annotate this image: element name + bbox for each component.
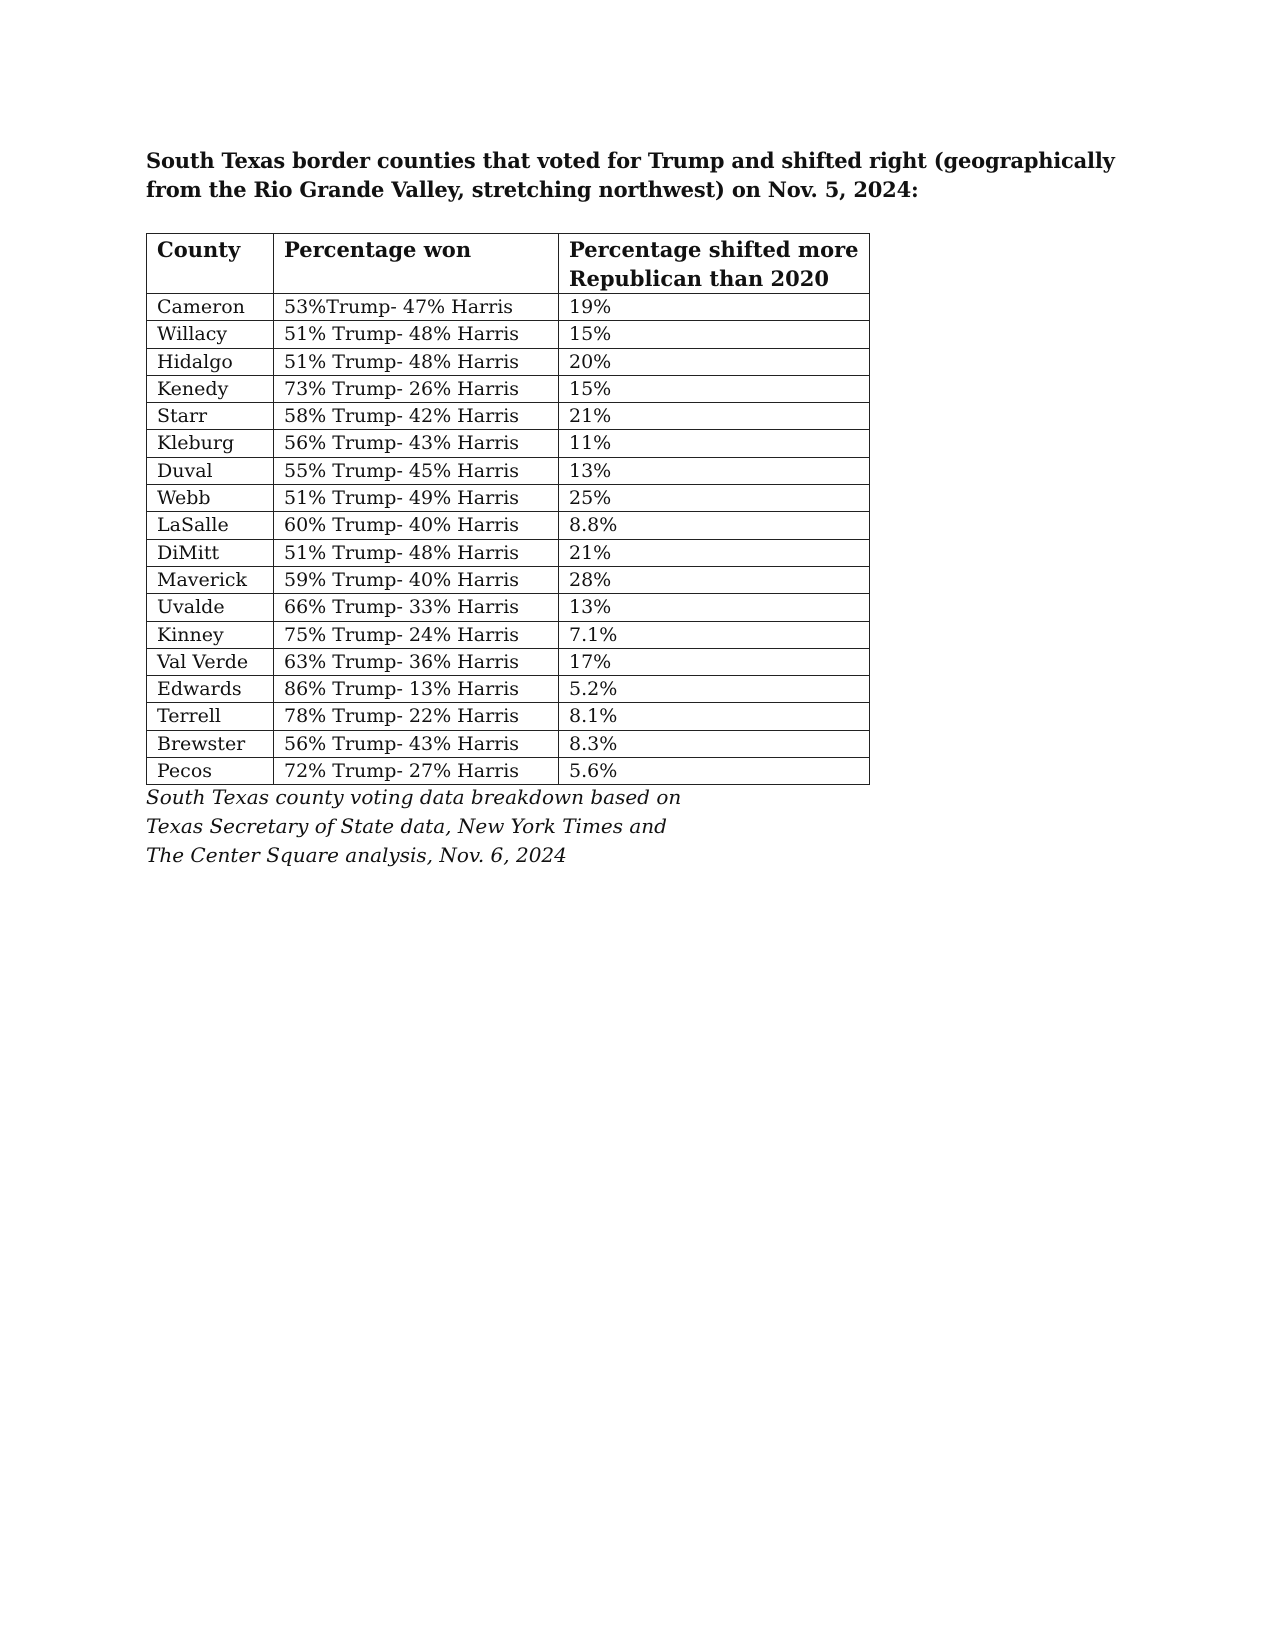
county-cell: Terrell: [147, 703, 274, 730]
county-cell: Uvalde: [147, 594, 274, 621]
won-cell: 51% Trump- 49% Harris: [274, 485, 559, 512]
shift-cell: 13%: [559, 457, 870, 484]
table-row: [147, 512, 870, 539]
table-row: [147, 375, 870, 402]
won-cell: 66% Trump- 33% Harris: [274, 594, 559, 621]
county-cell: DiMitt: [147, 539, 274, 566]
county-cell: Pecos: [147, 758, 274, 785]
header-percentage-won: Percentage won: [274, 234, 559, 294]
won-cell: 86% Trump- 13% Harris: [274, 676, 559, 703]
county-cell: Val Verde: [147, 648, 274, 675]
won-cell: 73% Trump- 26% Harris: [274, 375, 559, 402]
table-row: [147, 648, 870, 675]
shift-cell: 5.2%: [559, 676, 870, 703]
table-row: [147, 457, 870, 484]
shift-cell: 7.1%: [559, 621, 870, 648]
won-cell: 59% Trump- 40% Harris: [274, 566, 559, 593]
won-cell: 53%Trump- 47% Harris: [274, 294, 559, 321]
county-cell: Hidalgo: [147, 348, 274, 375]
county-cell: Brewster: [147, 730, 274, 757]
document-heading: [146, 146, 1115, 204]
shift-cell: 21%: [559, 403, 870, 430]
shift-cell: 28%: [559, 566, 870, 593]
won-cell: 55% Trump- 45% Harris: [274, 457, 559, 484]
won-cell: 58% Trump- 42% Harris: [274, 403, 559, 430]
table-row: [147, 758, 870, 785]
won-cell: 78% Trump- 22% Harris: [274, 703, 559, 730]
header-shift-line-1: Percentage shifted more: [569, 237, 859, 262]
county-cell: Duval: [147, 457, 274, 484]
table-row: [147, 403, 870, 430]
caption-line-2: Texas Secretary of State data, New York Times and: [146, 814, 667, 838]
caption-line-1: South Texas county voting data breakdown based on: [146, 785, 682, 809]
won-cell: 56% Trump- 43% Harris: [274, 730, 559, 757]
table-row: [147, 348, 870, 375]
shift-cell: 20%: [559, 348, 870, 375]
county-cell: LaSalle: [147, 512, 274, 539]
county-cell: Kleburg: [147, 430, 274, 457]
shift-cell: 17%: [559, 648, 870, 675]
shift-cell: 8.3%: [559, 730, 870, 757]
county-cell: Willacy: [147, 321, 274, 348]
shift-cell: 19%: [559, 294, 870, 321]
won-cell: 51% Trump- 48% Harris: [274, 348, 559, 375]
county-cell: Maverick: [147, 566, 274, 593]
won-cell: 56% Trump- 43% Harris: [274, 430, 559, 457]
table-row: [147, 294, 870, 321]
heading-line-2: from the Rio Grande Valley, stretching northwest) on Nov. 5, 2024:: [146, 177, 919, 202]
shift-cell: 5.6%: [559, 758, 870, 785]
table-row: [147, 703, 870, 730]
table-row: [147, 594, 870, 621]
table-row: [147, 539, 870, 566]
won-cell: 51% Trump- 48% Harris: [274, 539, 559, 566]
table-header-row: [147, 234, 870, 294]
source-caption: [146, 783, 681, 870]
table-body: [147, 294, 870, 785]
shift-cell: 15%: [559, 375, 870, 402]
header-county: County: [147, 234, 274, 294]
won-cell: 60% Trump- 40% Harris: [274, 512, 559, 539]
county-cell: Kenedy: [147, 375, 274, 402]
table-row: [147, 430, 870, 457]
shift-cell: 8.1%: [559, 703, 870, 730]
table-row: [147, 566, 870, 593]
county-cell: Edwards: [147, 676, 274, 703]
header-percentage-shifted: [559, 234, 870, 294]
shift-cell: 11%: [559, 430, 870, 457]
won-cell: 72% Trump- 27% Harris: [274, 758, 559, 785]
shift-cell: 15%: [559, 321, 870, 348]
table-row: [147, 485, 870, 512]
won-cell: 75% Trump- 24% Harris: [274, 621, 559, 648]
heading-line-1: South Texas border counties that voted for Trump and shifted right (geographically: [146, 148, 1115, 173]
table-row: [147, 676, 870, 703]
county-cell: Kinney: [147, 621, 274, 648]
table-row: [147, 730, 870, 757]
caption-line-3: The Center Square analysis, Nov. 6, 2024: [146, 843, 567, 867]
shift-cell: 13%: [559, 594, 870, 621]
shift-cell: 25%: [559, 485, 870, 512]
header-shift-line-2: Republican than 2020: [569, 266, 829, 291]
table-row: [147, 321, 870, 348]
county-cell: Starr: [147, 403, 274, 430]
table-row: [147, 621, 870, 648]
county-cell: Webb: [147, 485, 274, 512]
won-cell: 51% Trump- 48% Harris: [274, 321, 559, 348]
won-cell: 63% Trump- 36% Harris: [274, 648, 559, 675]
shift-cell: 8.8%: [559, 512, 870, 539]
shift-cell: 21%: [559, 539, 870, 566]
county-results-table: [146, 233, 870, 785]
county-cell: Cameron: [147, 294, 274, 321]
